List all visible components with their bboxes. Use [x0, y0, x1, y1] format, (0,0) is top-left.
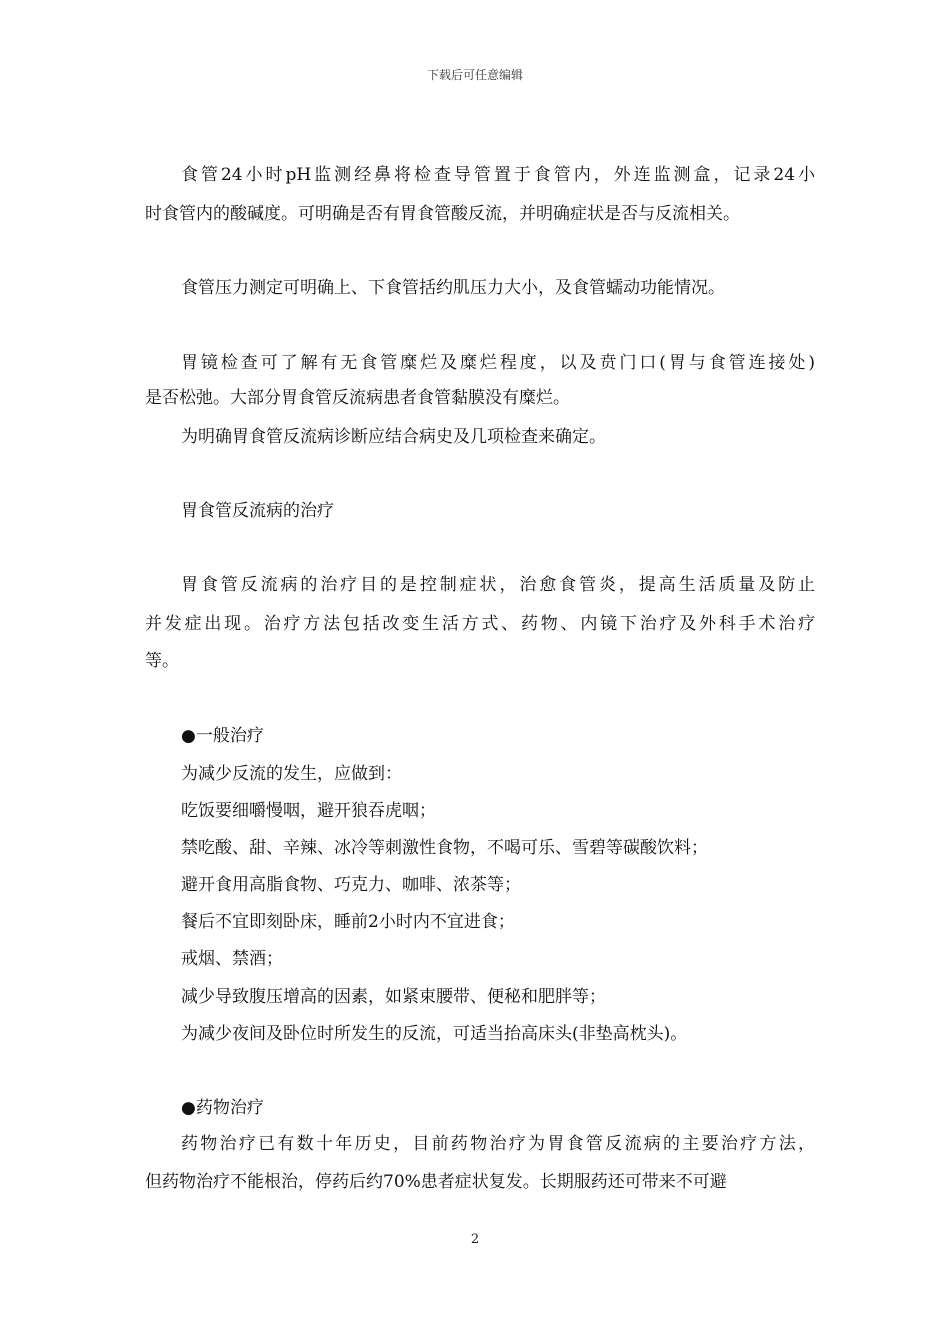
- page-number: 2: [470, 1232, 480, 1247]
- page-header: 下载后可任意编辑: [426, 68, 523, 82]
- list-item: 餐后不宜即刻卧床，睡前2小时内不宜进食；: [181, 912, 515, 932]
- treatment-line-2: 并发症出现。治疗方法包括改变生活方式、药物、内镜下治疗及外科手术治疗: [145, 614, 815, 634]
- gastroscope-line-2: 是否松弛。大部分胃食管反流病患者食管黏膜没有糜烂。: [145, 388, 570, 408]
- ph-monitoring-line-1: 食管24小时pH监测经鼻将检查导管置于食管内，外连监测盒，记录24小: [181, 165, 815, 185]
- list-item: 避开食用高脂食物、巧克力、咖啡、浓茶等；: [181, 875, 521, 895]
- pressure-paragraph: 食管压力测定可明确上、下食管括约肌压力大小，及食管蠕动功能情况。: [181, 278, 725, 298]
- drug-treatment-line-1: 药物治疗已有数十年历史，目前药物治疗为胃食管反流病的主要治疗方法，: [181, 1134, 815, 1154]
- ph-monitoring-line-2: 时食管内的酸碱度。可明确是否有胃食管酸反流，并明确症状是否与反流相关。: [145, 204, 740, 224]
- diagnosis-paragraph: 为明确胃食管反流病诊断应结合病史及几项检查来确定。: [181, 427, 606, 447]
- treatment-line-3: 等。: [145, 651, 179, 671]
- gastroscope-line-1: 胃镜检查可了解有无食管糜烂及糜烂程度，以及贲门口(胃与食管连接处): [181, 353, 815, 373]
- treatment-heading: 胃食管反流病的治疗: [181, 501, 334, 521]
- drug-treatment-line-2: 但药物治疗不能根治，停药后约70%患者症状复发。长期服药还可带来不可避: [145, 1172, 727, 1192]
- list-item: 为减少夜间及卧位时所发生的反流，可适当抬高床头(非垫高枕头)。: [181, 1024, 688, 1044]
- list-item: 禁吃酸、甜、辛辣、冰冷等刺激性食物，不喝可乐、雪碧等碳酸饮料；: [181, 838, 708, 858]
- general-treatment-intro: 为减少反流的发生，应做到：: [181, 764, 402, 784]
- treatment-line-1: 胃食管反流病的治疗目的是控制症状，治愈食管炎，提高生活质量及防止: [181, 575, 815, 595]
- list-item: 减少导致腹压增高的因素，如紧束腰带、便秘和肥胖等；: [181, 987, 606, 1007]
- general-treatment-heading: ●一般治疗: [181, 726, 264, 746]
- drug-treatment-heading: ●药物治疗: [181, 1098, 264, 1118]
- list-item: 吃饭要细嚼慢咽，避开狼吞虎咽；: [181, 801, 436, 821]
- list-item: 戒烟、禁酒；: [181, 949, 283, 969]
